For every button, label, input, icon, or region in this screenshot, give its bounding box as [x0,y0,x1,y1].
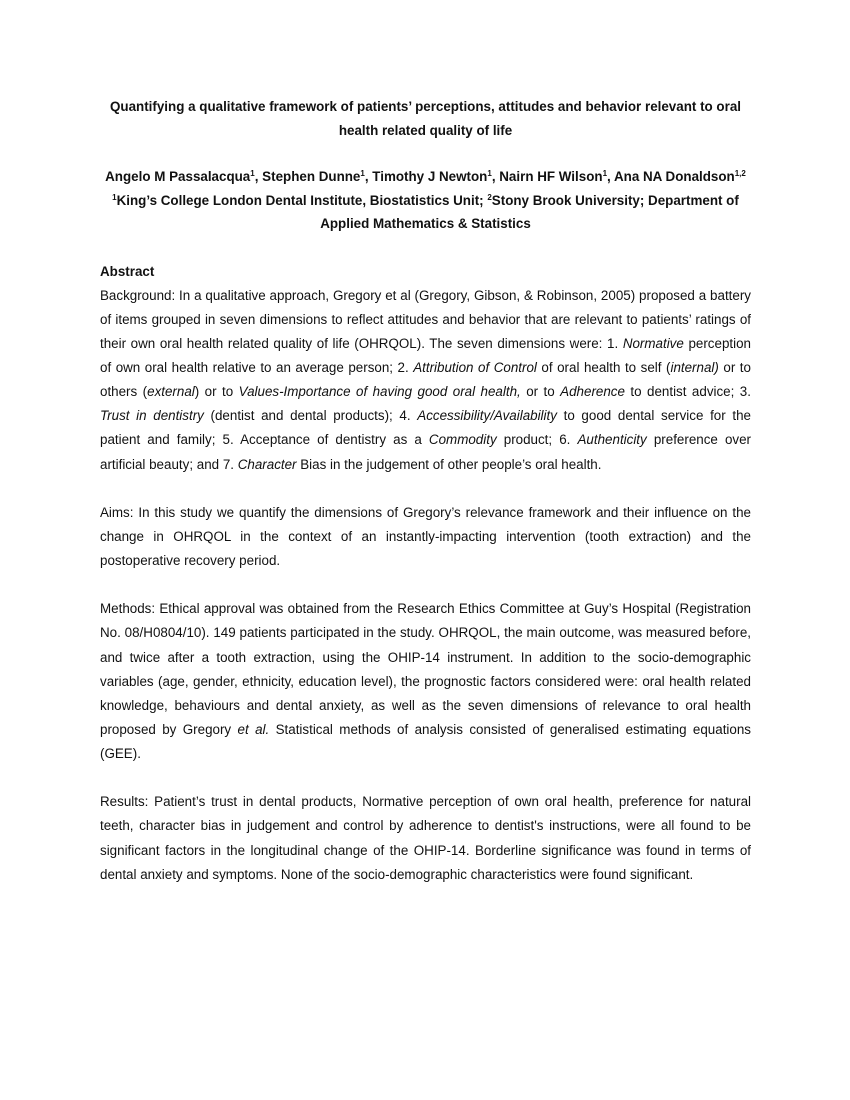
author-name: Ana NA Donaldson [613,169,735,184]
affiliation-sup: 1 [112,192,117,202]
author-name: Nairn HF Wilson [499,169,603,184]
affiliation-sup: 2 [487,192,492,202]
affiliations [100,189,751,236]
author-affiliation-sup: 1 [487,169,492,178]
abstract-results: Results: Patient’s trust in dental products, Normative perception of own oral health, preference for natural teeth, character bias in judgement and control by adherence to dentist's instructions, were all found to be significant factors in the longitudinal change of the OHIP-14. Borderline significance was found in terms of dental anxiety and symptoms. None of the socio-demographic characteristics were found significant. [100,794,751,882]
abstract-heading: Abstract [100,263,155,279]
author-affiliation-sup: 1 [250,169,255,178]
paper-page [100,95,751,887]
author-name: Stephen Dunne [262,169,361,184]
author-name: Timothy J Newton [372,169,488,184]
paper-title: Quantifying a qualitative framework of patients’ perceptions, attitudes and behavior relevant to oral health related quality of life [110,99,741,138]
author-affiliation-sup: 1 [360,169,365,178]
author-list: Angelo M Passalacqua$^1$, Stephen Dunne$^1$, Timothy J Newton$^1$, Nairn HF Wilson$^1$, Ana NA Donaldson$^{1,2}$ [105,169,746,184]
abstract-aims: Aims: In this study we quantify the dimensions of Gregory’s relevance framework and their influence on the change in OHRQOL in the context of an instantly-impacting intervention (tooth extraction) and the postoperative recovery period. [100,504,751,569]
author-name: Angelo M Passalacqua [105,169,251,184]
abstract-background: Background: In a qualitative approach, Gregory et al (Gregory, Gibson, & Robinson, 2005) proposed a battery of items grouped in seven dimensions to reflect attitudes and behavior that are relevant to patients’ ratings of their own oral health related quality of life (OHRQOL). The seven dimensions were: 1. Normative perception of own oral health relative to an average person; 2. Attribution of Control of oral health to self (internal) or to others (external) or to Values-Importance of having good oral health, or to Adherence to dentist advice; 3. Trust in dentistry (dentist and dental products); 4. Accessibility/Availability to good dental service for the patient and family; 5. Acceptance of dentistry as a Commodity product; 6. Authenticity preference over artificial beauty; and 7. Character Bias in the judgement of other people’s oral health. [100,287,752,472]
affiliation-text: Stony Brook University; Department of Applied Mathematics & Statistics [320,192,739,231]
author-affiliation-sup: 1,2 [734,169,746,178]
author-affiliation-sup: 1 [602,169,608,178]
abstract-methods: Methods: Ethical approval was obtained from the Research Ethics Committee at Guy’s Hospital (Registration No. 08/H0804/10). 149 patients participated in the study. OHRQOL, the main outcome, was measured before, and twice after a tooth extraction, using the OHIP-14 instrument. In addition to the socio-demographic variables (age, gender, ethnicity, education level), the prognostic factors considered were: oral health related knowledge, behaviours and dental anxiety, as well as the seven dimensions of relevance to oral health proposed by Gregory et al. Statistical methods of analysis consisted of generalised estimating equations (GEE). [100,601,751,762]
affiliation-text: King’s College London Dental Institute, Biostatistics Unit; [116,192,488,208]
